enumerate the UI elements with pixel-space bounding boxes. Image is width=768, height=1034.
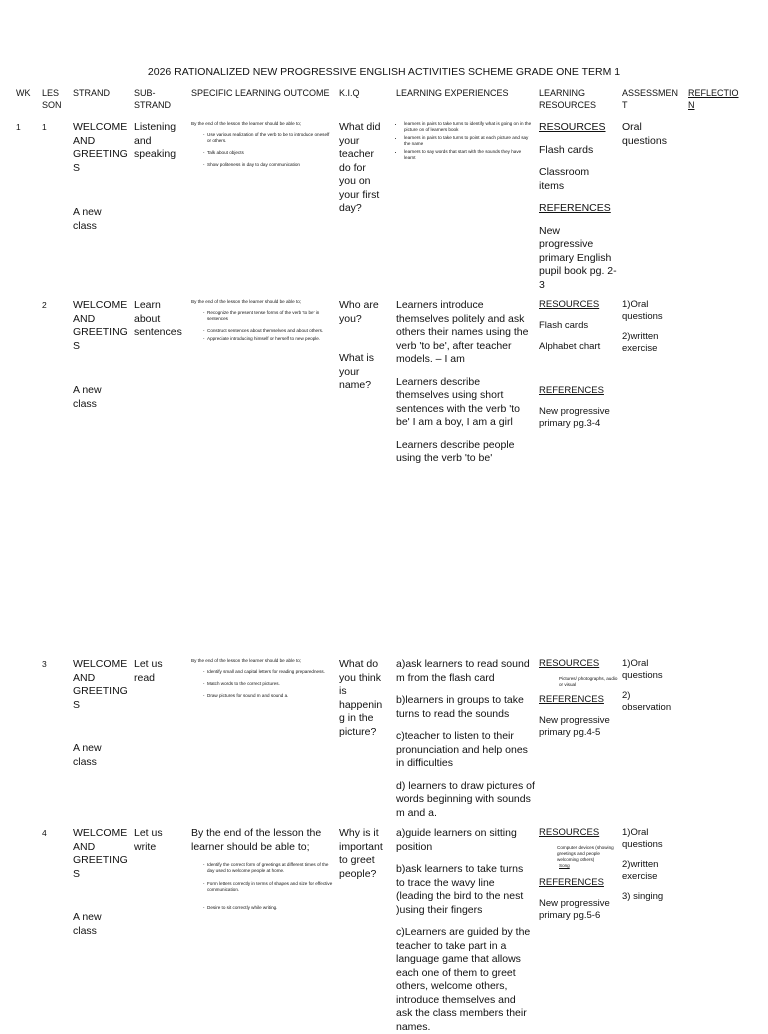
kiq-line: What is — [339, 352, 375, 364]
assessment-line: questions — [622, 839, 663, 850]
header-assessment-line1: ASSESSMEN — [622, 88, 679, 98]
header-week: WK — [16, 88, 31, 98]
header-resources-line1: LEARNING — [539, 88, 586, 98]
header-substrand — [134, 88, 171, 111]
experience-item: Learners introduce themselves politely and ask others their names using the verb 'to be', after teacher models. – I am — [396, 299, 529, 365]
substrand-line: Let us — [134, 827, 163, 839]
outcome-intro: By the end of the lesson the learner should be able to; — [191, 827, 322, 853]
row2-assessment — [622, 299, 663, 355]
row4-strand — [73, 827, 128, 881]
substrand-line: write — [134, 840, 157, 853]
row3-kiq — [339, 658, 382, 739]
outcome-item: - Identify small and capital letters for reading preparedness. — [207, 669, 331, 675]
reference-item: New progressive primary English pupil book pg. 2-3 — [539, 224, 617, 291]
assessment-line: 1)Oral — [622, 299, 649, 310]
kiq-line: you think — [339, 671, 382, 684]
row1-lesson: 1 — [42, 122, 47, 132]
row1-strand — [73, 121, 128, 175]
header-learning-resources — [539, 88, 596, 111]
assessment-line: 2)written — [622, 331, 659, 342]
kiq-line: day? — [339, 202, 362, 214]
row3-assessment — [622, 658, 671, 714]
strand-line: WELCOME — [73, 299, 128, 311]
strand-line: GREETING — [73, 854, 128, 866]
assessment-line: questions — [622, 670, 663, 681]
resources-label: RESOURCES — [539, 121, 606, 133]
row3-substrand — [134, 658, 163, 685]
resource-item: Flash cards — [539, 143, 594, 156]
kiq-line: happenin — [339, 698, 383, 711]
note-line: A new — [73, 911, 102, 923]
resources-label: RESOURCES — [539, 658, 600, 669]
experience-item: a)guide learners on sitting position — [396, 827, 517, 853]
row2-strand — [73, 299, 128, 353]
kiq-line: you? — [339, 312, 362, 325]
substrand-line: about — [134, 312, 161, 325]
row1-learning-experiences — [396, 121, 532, 163]
row4-resources — [539, 827, 619, 922]
experience-item: c)Learners are guided by the teacher to take part in a language game that allows each one of them to greet others, welcome others, introduce themselves and ask the class members their names. — [396, 926, 531, 1033]
row4-substrand-note — [73, 911, 102, 938]
reference-item: New progressive primary pg.5-6 — [539, 898, 610, 921]
references-label: REFERENCES — [539, 694, 604, 705]
strand-line: WELCOME — [73, 121, 128, 133]
row2-substrand — [134, 299, 182, 340]
row4-substrand — [134, 827, 163, 854]
references-label: REFERENCES — [539, 385, 604, 396]
strand-line: GREETING — [73, 685, 128, 697]
row2-resources — [539, 299, 619, 430]
outcome-item: - Appreciate introducing himself or herself to new people. — [207, 336, 331, 342]
row1-kiq — [339, 121, 380, 216]
resource-item: Song — [559, 863, 570, 868]
assessment-line: 1)Oral — [622, 658, 649, 669]
note-line: class — [73, 397, 97, 410]
assessment-line: questions — [622, 311, 663, 322]
kiq-line: is — [339, 685, 347, 697]
row1-assessment — [622, 121, 667, 148]
substrand-line: speaking — [134, 148, 177, 160]
resources-label: RESOURCES — [539, 827, 600, 838]
row2-substrand-note — [73, 384, 102, 411]
substrand-line: sentences — [134, 326, 182, 338]
row3-lesson: 3 — [42, 659, 47, 669]
row4-lesson: 4 — [42, 828, 47, 838]
header-lesson — [42, 88, 62, 111]
kiq-line: Why is it — [339, 827, 379, 839]
experience-item: c)teacher to listen to their pronunciation and help ones in difficulties — [396, 730, 528, 769]
kiq-line: your first — [339, 188, 380, 201]
kiq-line: picture? — [339, 725, 377, 738]
kiq-line: your — [339, 134, 360, 147]
document-title: 2026 RATIONALIZED NEW PROGRESSIVE ENGLISH ACTIVITIES SCHEME GRADE ONE TERM 1 — [147, 66, 621, 78]
strand-line: S — [73, 698, 81, 711]
strand-line: S — [73, 339, 81, 352]
header-reflection-line2: N — [688, 99, 695, 110]
header-substrand-line2: STRAND — [134, 99, 172, 110]
outcome-item: - Recognize the present tense forms of the verb 'to be' in sentences — [207, 310, 331, 322]
row4-assessment — [622, 827, 663, 903]
substrand-line: Let us — [134, 658, 163, 670]
substrand-line: and — [134, 134, 152, 147]
kiq-line: name? — [339, 379, 372, 391]
row1-week: 1 — [16, 122, 21, 132]
kiq-line: teacher — [339, 148, 375, 160]
assessment-line: exercise — [622, 871, 658, 882]
assessment-line: Oral — [622, 121, 642, 133]
references-label: REFERENCES — [539, 202, 611, 214]
outcome-item: - Show politeness in day to day communication — [207, 162, 331, 168]
reference-item: New progressive primary pg.4-5 — [539, 715, 610, 738]
strand-line: GREETING — [73, 326, 128, 338]
header-strand: STRAND — [73, 88, 111, 98]
row1-resources — [539, 121, 617, 292]
row3-resources — [539, 658, 619, 739]
outcome-item: - Desire to sit correctly while writing. — [207, 905, 333, 911]
experience-item: Learners describe themselves using short sentences with the verb 'to be' I am a boy, I am a girl — [396, 375, 520, 428]
header-substrand-line1: SUB- — [134, 88, 156, 98]
references-label: REFERENCES — [539, 877, 604, 888]
assessment-line: questions — [622, 134, 667, 147]
row3-strand — [73, 658, 128, 712]
row4-learning-experiences — [396, 827, 534, 1034]
strand-line: S — [73, 867, 81, 880]
header-reflection-line1: REFLECTIO — [688, 88, 739, 98]
experience-item: Learners describe people using the verb 'to be' — [396, 438, 515, 464]
outcome-item: - Identify the correct form of greetings at different times of the day used to welcome people at home. — [207, 862, 333, 874]
outcome-item: - Construct sentences about themselves and about others. — [207, 328, 331, 334]
kiq-line: people? — [339, 867, 377, 880]
row2-lesson: 2 — [42, 300, 47, 310]
kiq-line: your — [339, 365, 360, 378]
strand-line: WELCOME — [73, 827, 128, 839]
kiq-line: to greet — [339, 854, 375, 866]
outcome-item: - Talk about objects — [207, 150, 331, 156]
substrand-line: Listening — [134, 121, 177, 133]
assessment-line: observation — [622, 702, 672, 713]
kiq-line: Who are — [339, 299, 379, 311]
header-assessment-line2: T — [622, 99, 628, 110]
assessment-line: exercise — [622, 343, 658, 354]
resource-item: Classroom items — [539, 166, 590, 192]
header-lesson-line1: LES — [42, 88, 60, 98]
kiq-line: you on — [339, 175, 371, 187]
outcome-intro: By the end of the lesson the learner should be able to; — [191, 299, 302, 304]
header-specific-learning-outcome: SPECIFIC LEARNING OUTCOME — [191, 88, 330, 98]
strand-line: S — [73, 161, 81, 174]
row2-learning-outcomes — [191, 299, 331, 348]
outcome-item: - Use various realization of the verb to be to introduce oneself or others. — [207, 132, 331, 144]
header-resources-line2: RESOURCES — [539, 99, 597, 110]
resource-item: Computer devices (showing greetings and people welcoming others) — [557, 845, 614, 862]
experience-item: a)ask learners to read sound m from the flash card — [396, 658, 530, 684]
assessment-line: 2) — [622, 690, 631, 701]
strand-line: GREETING — [73, 148, 128, 160]
row3-learning-outcomes — [191, 658, 331, 705]
kiq-line: What did — [339, 121, 381, 133]
header-reflection — [688, 88, 739, 111]
assessment-line: 2)written — [622, 859, 659, 870]
outcome-item: - Form letters correctly in terms of shapes and size for effective communication. — [207, 881, 333, 893]
kiq-line: What do — [339, 658, 379, 670]
experience-item: b)ask learners to take turns to trace the wavy line (leading the bird to the nest )using their fingers — [396, 863, 524, 916]
row4-learning-outcomes — [191, 827, 333, 917]
experience-item: b)learners in groups to take turns to read the sounds — [396, 694, 524, 720]
substrand-line: Learn — [134, 299, 161, 311]
note-line: class — [73, 219, 97, 232]
kiq-line: g in the — [339, 712, 374, 724]
row1-learning-outcomes — [191, 121, 331, 174]
note-line: A new — [73, 206, 102, 218]
resource-item: Pictures/ photographs, audio or visual — [559, 676, 618, 687]
outcome-item: - Match words to the correct pictures. — [207, 681, 331, 687]
kiq-line: do for — [339, 161, 366, 174]
outcome-intro: By the end of the lesson the learner should be able to; — [191, 658, 302, 663]
row1-substrand — [134, 121, 176, 162]
row2-kiq — [339, 299, 379, 393]
row4-kiq — [339, 827, 383, 881]
experience-item: d) learners to draw pictures of words beginning with sounds m and a. — [396, 779, 535, 819]
experience-item: • learners in pairs to take turns to identify what is going on in the picture on of learners book — [404, 121, 532, 133]
strand-line: AND — [73, 312, 96, 325]
assessment-line: 1)Oral — [622, 827, 649, 838]
kiq-line: important — [339, 840, 383, 853]
note-line: class — [73, 924, 97, 937]
experience-item: • learners in pairs to take turns to point at each picture and say the name — [404, 135, 532, 147]
outcome-item: - Draw pictures for sound m and sound a. — [207, 693, 331, 699]
header-kiq: K.I.Q — [339, 88, 360, 98]
reference-item: New progressive primary pg.3-4 — [539, 406, 610, 429]
substrand-line: read — [134, 671, 156, 684]
row3-substrand-note — [73, 742, 102, 769]
row2-learning-experiences — [396, 299, 534, 466]
strand-line: WELCOME — [73, 658, 128, 670]
strand-line: AND — [73, 671, 96, 684]
header-learning-experiences: LEARNING EXPERIENCES — [396, 88, 509, 98]
note-line: class — [73, 755, 97, 768]
row3-learning-experiences — [396, 658, 536, 820]
strand-line: AND — [73, 134, 96, 147]
resources-label: RESOURCES — [539, 299, 600, 310]
header-assessment — [622, 88, 678, 111]
experience-item: • learners to say words that start with the sounds they have learnt — [404, 149, 532, 161]
assessment-line: 3) singing — [622, 891, 664, 902]
header-lesson-line2: SON — [42, 99, 62, 110]
resource-item: Flash cards — [539, 320, 589, 331]
strand-line: AND — [73, 840, 96, 853]
outcome-intro: By the end of the lesson the learner should be able to; — [191, 121, 302, 126]
note-line: A new — [73, 742, 102, 754]
resource-item: Alphabet chart — [539, 341, 601, 352]
row1-substrand-note — [73, 206, 102, 233]
note-line: A new — [73, 384, 102, 396]
